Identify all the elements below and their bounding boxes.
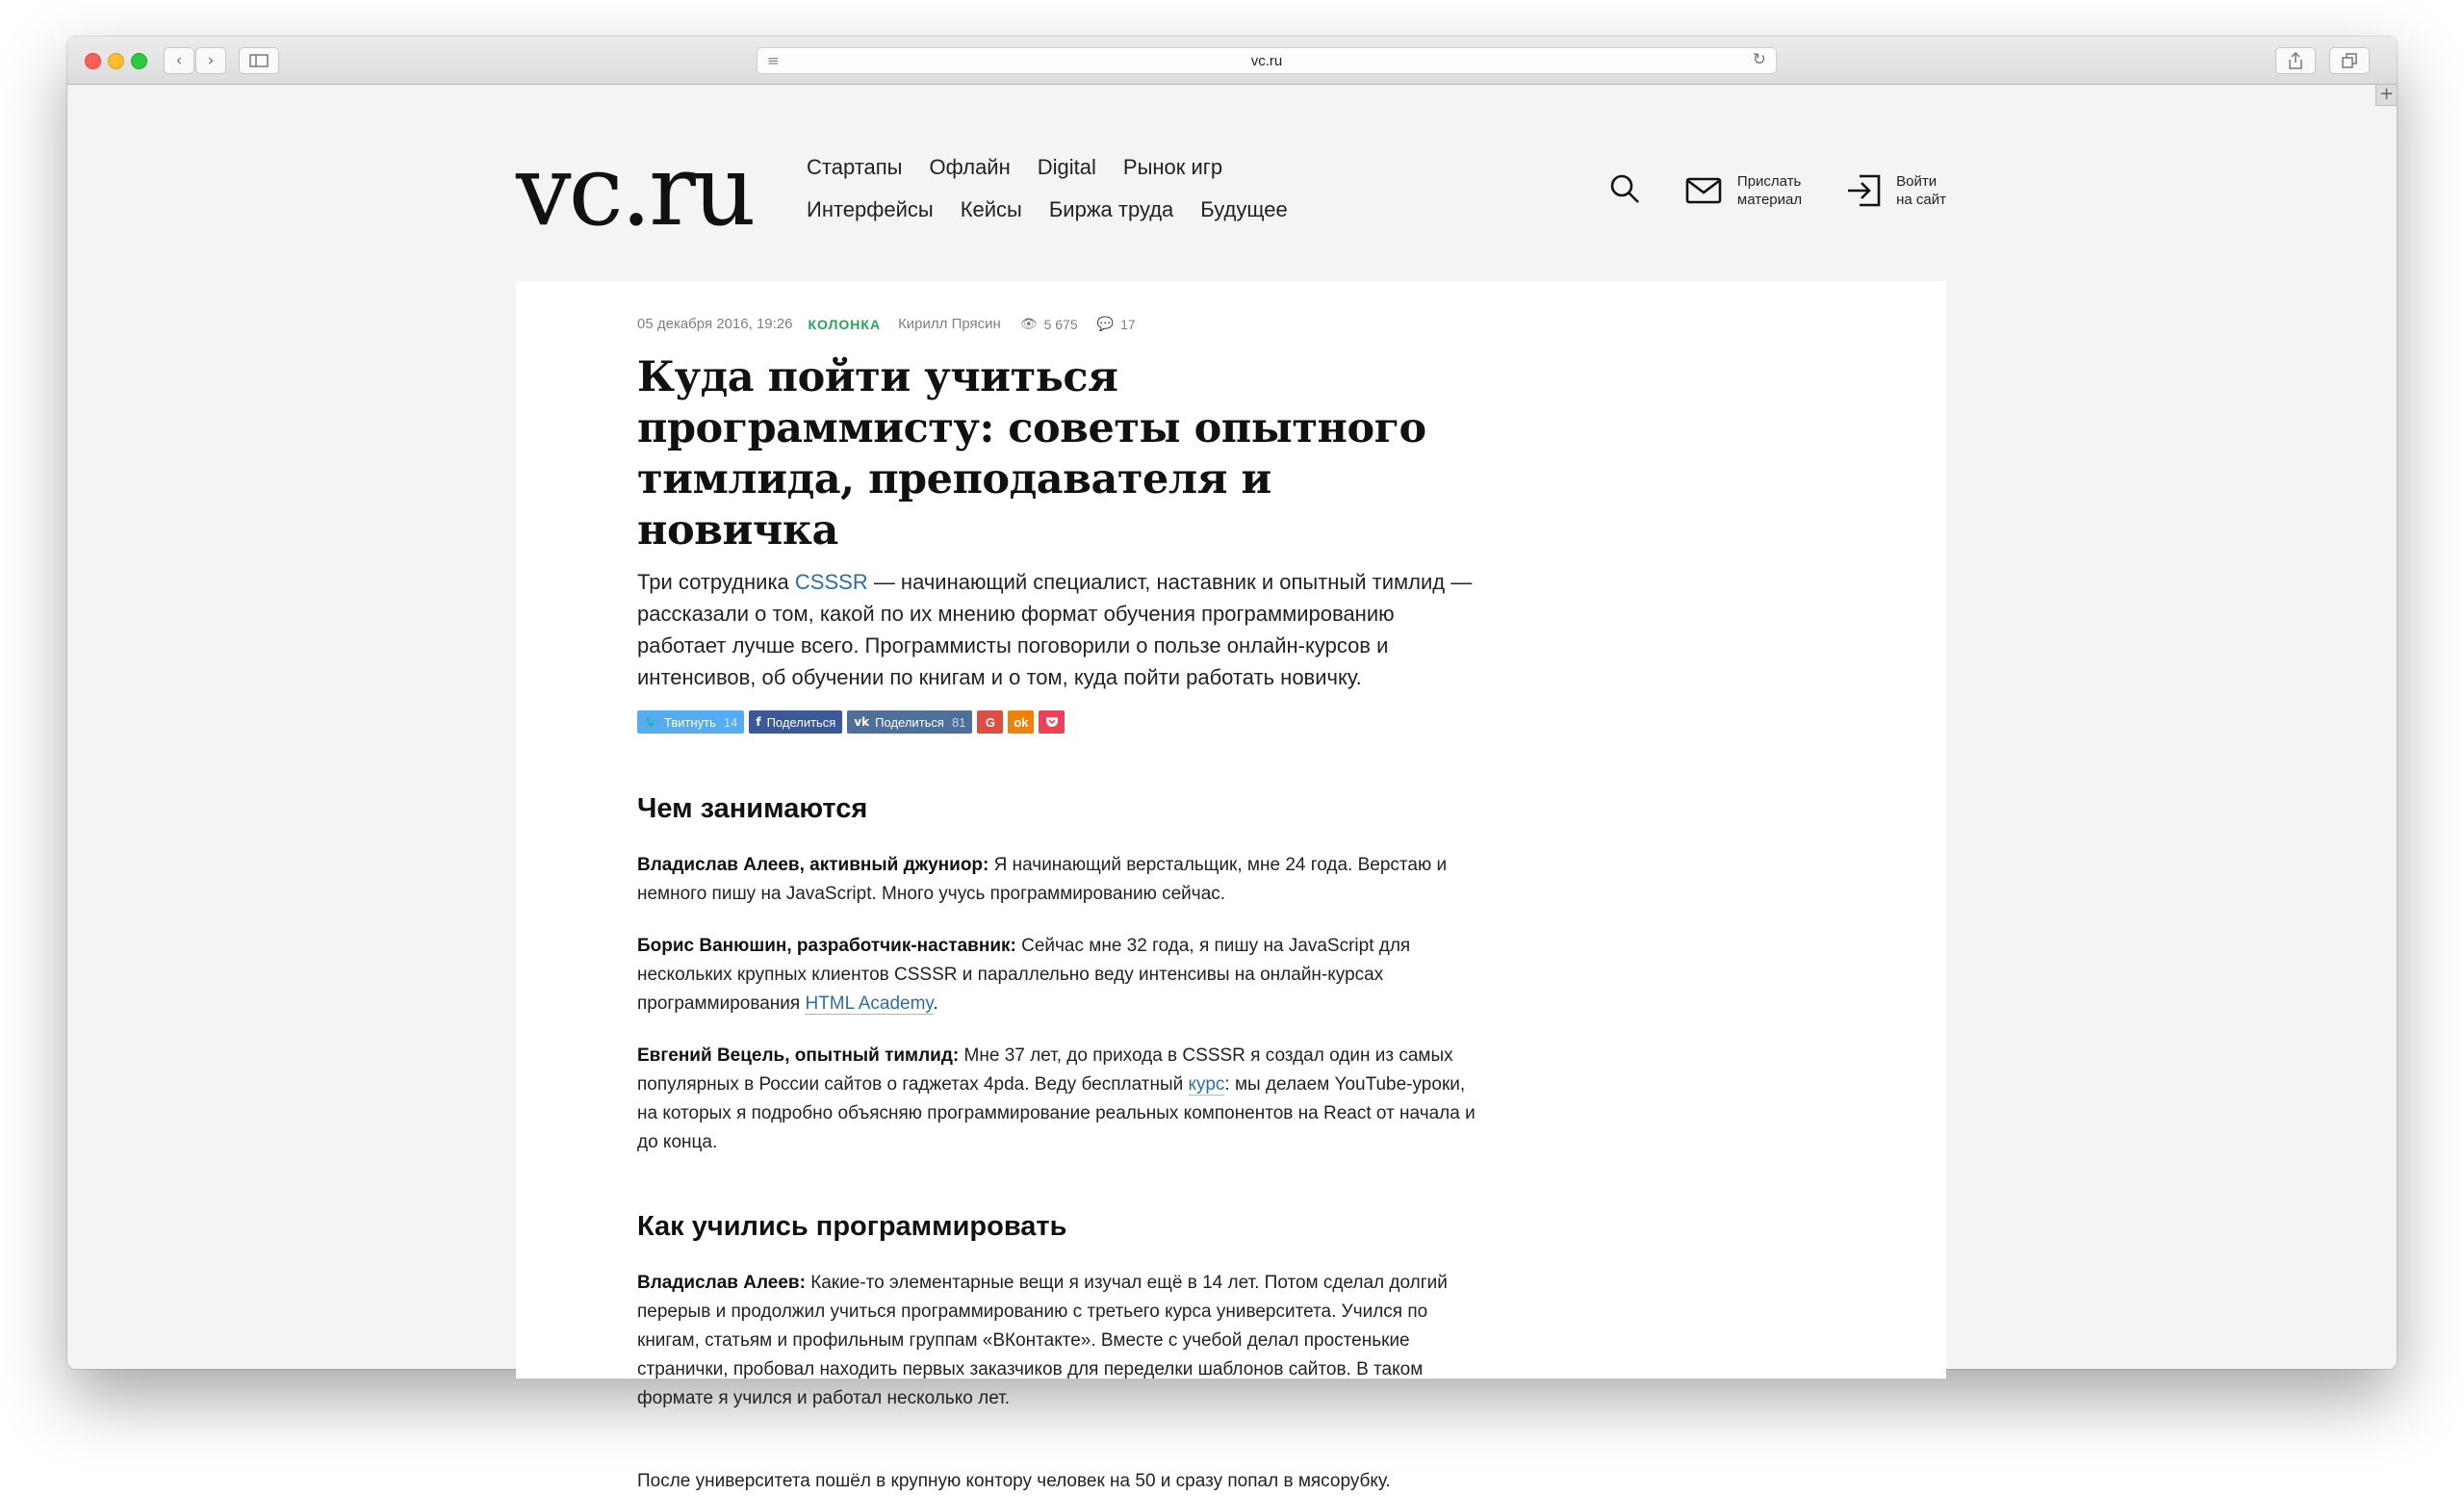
login-icon xyxy=(1846,174,1881,207)
paragraph-vetsel-text: Мне 37 лет, до прихода в CSSSR я создал один из самых популярных в России сайтов о гаджетах 4pda. Веду бесплатный xyxy=(637,1045,1453,1095)
eye-icon: 👁 xyxy=(1019,316,1038,332)
site-header xyxy=(516,85,1946,281)
nav-item-future[interactable]: Будущее xyxy=(1200,197,1288,221)
paragraph-aleev-learning-text: Какие-то элементарные вещи я изучал ещё в 14 лет. Потом сделал долгий перерыв и продолжил учиться программированию с третьего курса университета. Учился по книгам, статьям и профильным группам «ВКонтакте». Вместе с учебой делал простенькие странички, пробовал находить первых заказчиков для переделки шаблонов сайтов. В таком формате я учился и работал несколько лет. xyxy=(637,1273,1448,1408)
section-heading-how-they-learned: Как учились программировать xyxy=(637,1211,1067,1242)
maximize-window-button[interactable] xyxy=(131,53,147,69)
minimize-window-button[interactable] xyxy=(108,53,124,69)
tabs-icon xyxy=(2342,53,2357,68)
site-logo[interactable]: vc.ru xyxy=(516,134,754,248)
vk-label: Поделиться xyxy=(875,714,944,730)
article-date: 05 декабря 2016, 19:26 xyxy=(637,316,793,332)
article-tag[interactable]: КОЛОНКА xyxy=(808,316,882,332)
lead-text-end: — начинающий специалист, наставник и опытный тимлид — рассказали о том, какой по их мнению формат обучения программированию работает лучше всего. Программисты поговорили о пользе онлайн-курсов и интенсивов, об обучении по книгам и о том, куда пойти работать новичку. xyxy=(637,570,1473,689)
reader-icon[interactable]: ≡ xyxy=(767,52,780,69)
login-button[interactable] xyxy=(1846,172,1946,209)
section-heading-what-they-do: Чем занимаются xyxy=(637,793,868,824)
paragraph-aleev-speaker: Владислав Алеев, активный джуниор: xyxy=(637,855,989,875)
header-actions xyxy=(1608,164,1946,218)
web-page xyxy=(164,85,2300,1491)
submit-material-label xyxy=(1737,172,1802,209)
paragraph-vanyushin-end: . xyxy=(933,993,938,1014)
course-link[interactable]: курс xyxy=(1188,1074,1225,1095)
paragraph-after-university: После университета пошёл в крупную контору человек на 50 и сразу попал в мясорубку. xyxy=(637,1471,1391,1491)
article-meta xyxy=(637,316,1136,332)
google-share-button[interactable] xyxy=(977,710,1003,734)
submit-material-button[interactable] xyxy=(1685,172,1802,209)
article-card xyxy=(516,281,1946,1491)
paragraph-aleev-learning xyxy=(637,1269,1484,1413)
login-label-line1: Войти xyxy=(1896,173,1938,190)
facebook-share-button[interactable] xyxy=(749,710,842,734)
share-icon xyxy=(2289,52,2302,69)
comments-count: 17 xyxy=(1120,316,1136,332)
facebook-icon: f xyxy=(756,715,761,729)
search-button[interactable] xyxy=(1608,172,1641,210)
views-count: 5 675 xyxy=(1043,316,1078,332)
twitter-count: 14 xyxy=(723,714,738,730)
pocket-icon xyxy=(1045,716,1059,728)
views-counter xyxy=(1020,317,1078,332)
comments-counter[interactable] xyxy=(1097,317,1136,332)
paragraph-vetsel xyxy=(637,1042,1484,1157)
paragraph-vetsel-end: : мы делаем YouTube-уроки, на которых я подробно объясняю программирование реальных компонентов на React от начала и до конца. xyxy=(637,1074,1476,1152)
paragraph-vanyushin xyxy=(637,932,1484,1019)
chevron-right-icon: › xyxy=(207,51,215,70)
back-button[interactable] xyxy=(164,47,194,74)
share-button[interactable] xyxy=(2275,47,2316,74)
browser-toolbar xyxy=(67,37,2397,85)
address-url: vc.ru xyxy=(1250,53,1283,69)
forward-button[interactable] xyxy=(195,47,226,74)
paragraph-aleev-text: Я начинающий верстальщик, мне 24 года. Верстаю и немного пишу на JavaScript. Много учусь программированию сейчас. xyxy=(637,855,1448,904)
new-tab-button[interactable]: + xyxy=(2375,85,2397,106)
vk-count: 81 xyxy=(951,714,966,730)
vk-share-button[interactable] xyxy=(847,710,972,734)
twitter-icon: 🐦 xyxy=(644,715,658,729)
close-window-button[interactable] xyxy=(85,53,101,69)
submit-label-line2: материал xyxy=(1736,192,1803,208)
nav-item-interfaces[interactable]: Интерфейсы xyxy=(807,197,934,221)
paragraph-vanyushin-text: Сейчас мне 32 года, я пишу на JavaScript для нескольких крупных клиентов CSSSR и параллельно веду интенсивы на онлайн-курсах программирования xyxy=(637,936,1411,1014)
login-label xyxy=(1896,172,1946,209)
address-bar[interactable] xyxy=(757,47,1777,74)
twitter-share-button[interactable] xyxy=(637,710,744,734)
csssr-link[interactable]: CSSSR xyxy=(794,570,868,594)
odnoklassniki-share-button[interactable] xyxy=(1008,710,1034,734)
paragraph-vanyushin-speaker: Борис Ванюшин, разработчик-наставник: xyxy=(637,936,1016,956)
main-nav xyxy=(807,146,1346,231)
nav-item-offline[interactable]: Офлайн xyxy=(929,155,1011,179)
nav-row-2 xyxy=(807,189,1346,231)
share-bar xyxy=(637,710,1069,734)
lead-text-start: Три сотрудника xyxy=(637,570,795,594)
google-icon: G xyxy=(985,714,995,730)
article-author[interactable]: Кирилл Прясин xyxy=(898,316,1001,332)
submit-label-line1: Прислать xyxy=(1736,173,1802,190)
paragraph-aleev-learning-speaker: Владислав Алеев: xyxy=(637,1273,806,1293)
article-title: Куда пойти учиться программисту: советы опытного тимлида, преподавателя и новичка xyxy=(637,353,1426,555)
nav-item-digital[interactable]: Digital xyxy=(1037,155,1096,179)
paragraph-vetsel-speaker: Евгений Вецель, опытный тимлид: xyxy=(637,1045,960,1066)
sidebar-icon xyxy=(249,54,269,67)
comments-icon: 💬 xyxy=(1096,316,1115,332)
login-label-line2: на сайт xyxy=(1896,192,1946,208)
chevron-left-icon: ‹ xyxy=(175,51,183,70)
reload-icon[interactable]: ↻ xyxy=(1752,50,1766,69)
nav-row-1 xyxy=(807,146,1346,189)
tabs-overview-button[interactable] xyxy=(2329,47,2370,74)
html-academy-link[interactable]: HTML Academy xyxy=(805,993,934,1014)
nav-item-games-market[interactable]: Рынок игр xyxy=(1122,155,1223,179)
twitter-label: Твитнуть xyxy=(663,714,716,730)
search-icon xyxy=(1608,172,1641,205)
article-lead xyxy=(637,566,1484,693)
nav-item-startups[interactable]: Стартапы xyxy=(807,155,903,179)
browser-window xyxy=(67,37,2397,1491)
facebook-label: Поделиться xyxy=(766,714,836,730)
mail-icon xyxy=(1685,177,1722,204)
nav-item-job-board[interactable]: Биржа труда xyxy=(1048,197,1174,221)
odnoklassniki-icon: ok xyxy=(1014,714,1029,730)
vk-icon: vk xyxy=(854,715,870,729)
pocket-share-button[interactable] xyxy=(1039,710,1065,734)
sidebar-toggle-button[interactable] xyxy=(239,47,279,74)
nav-item-cases[interactable]: Кейсы xyxy=(960,197,1022,221)
paragraph-aleev xyxy=(637,851,1484,909)
